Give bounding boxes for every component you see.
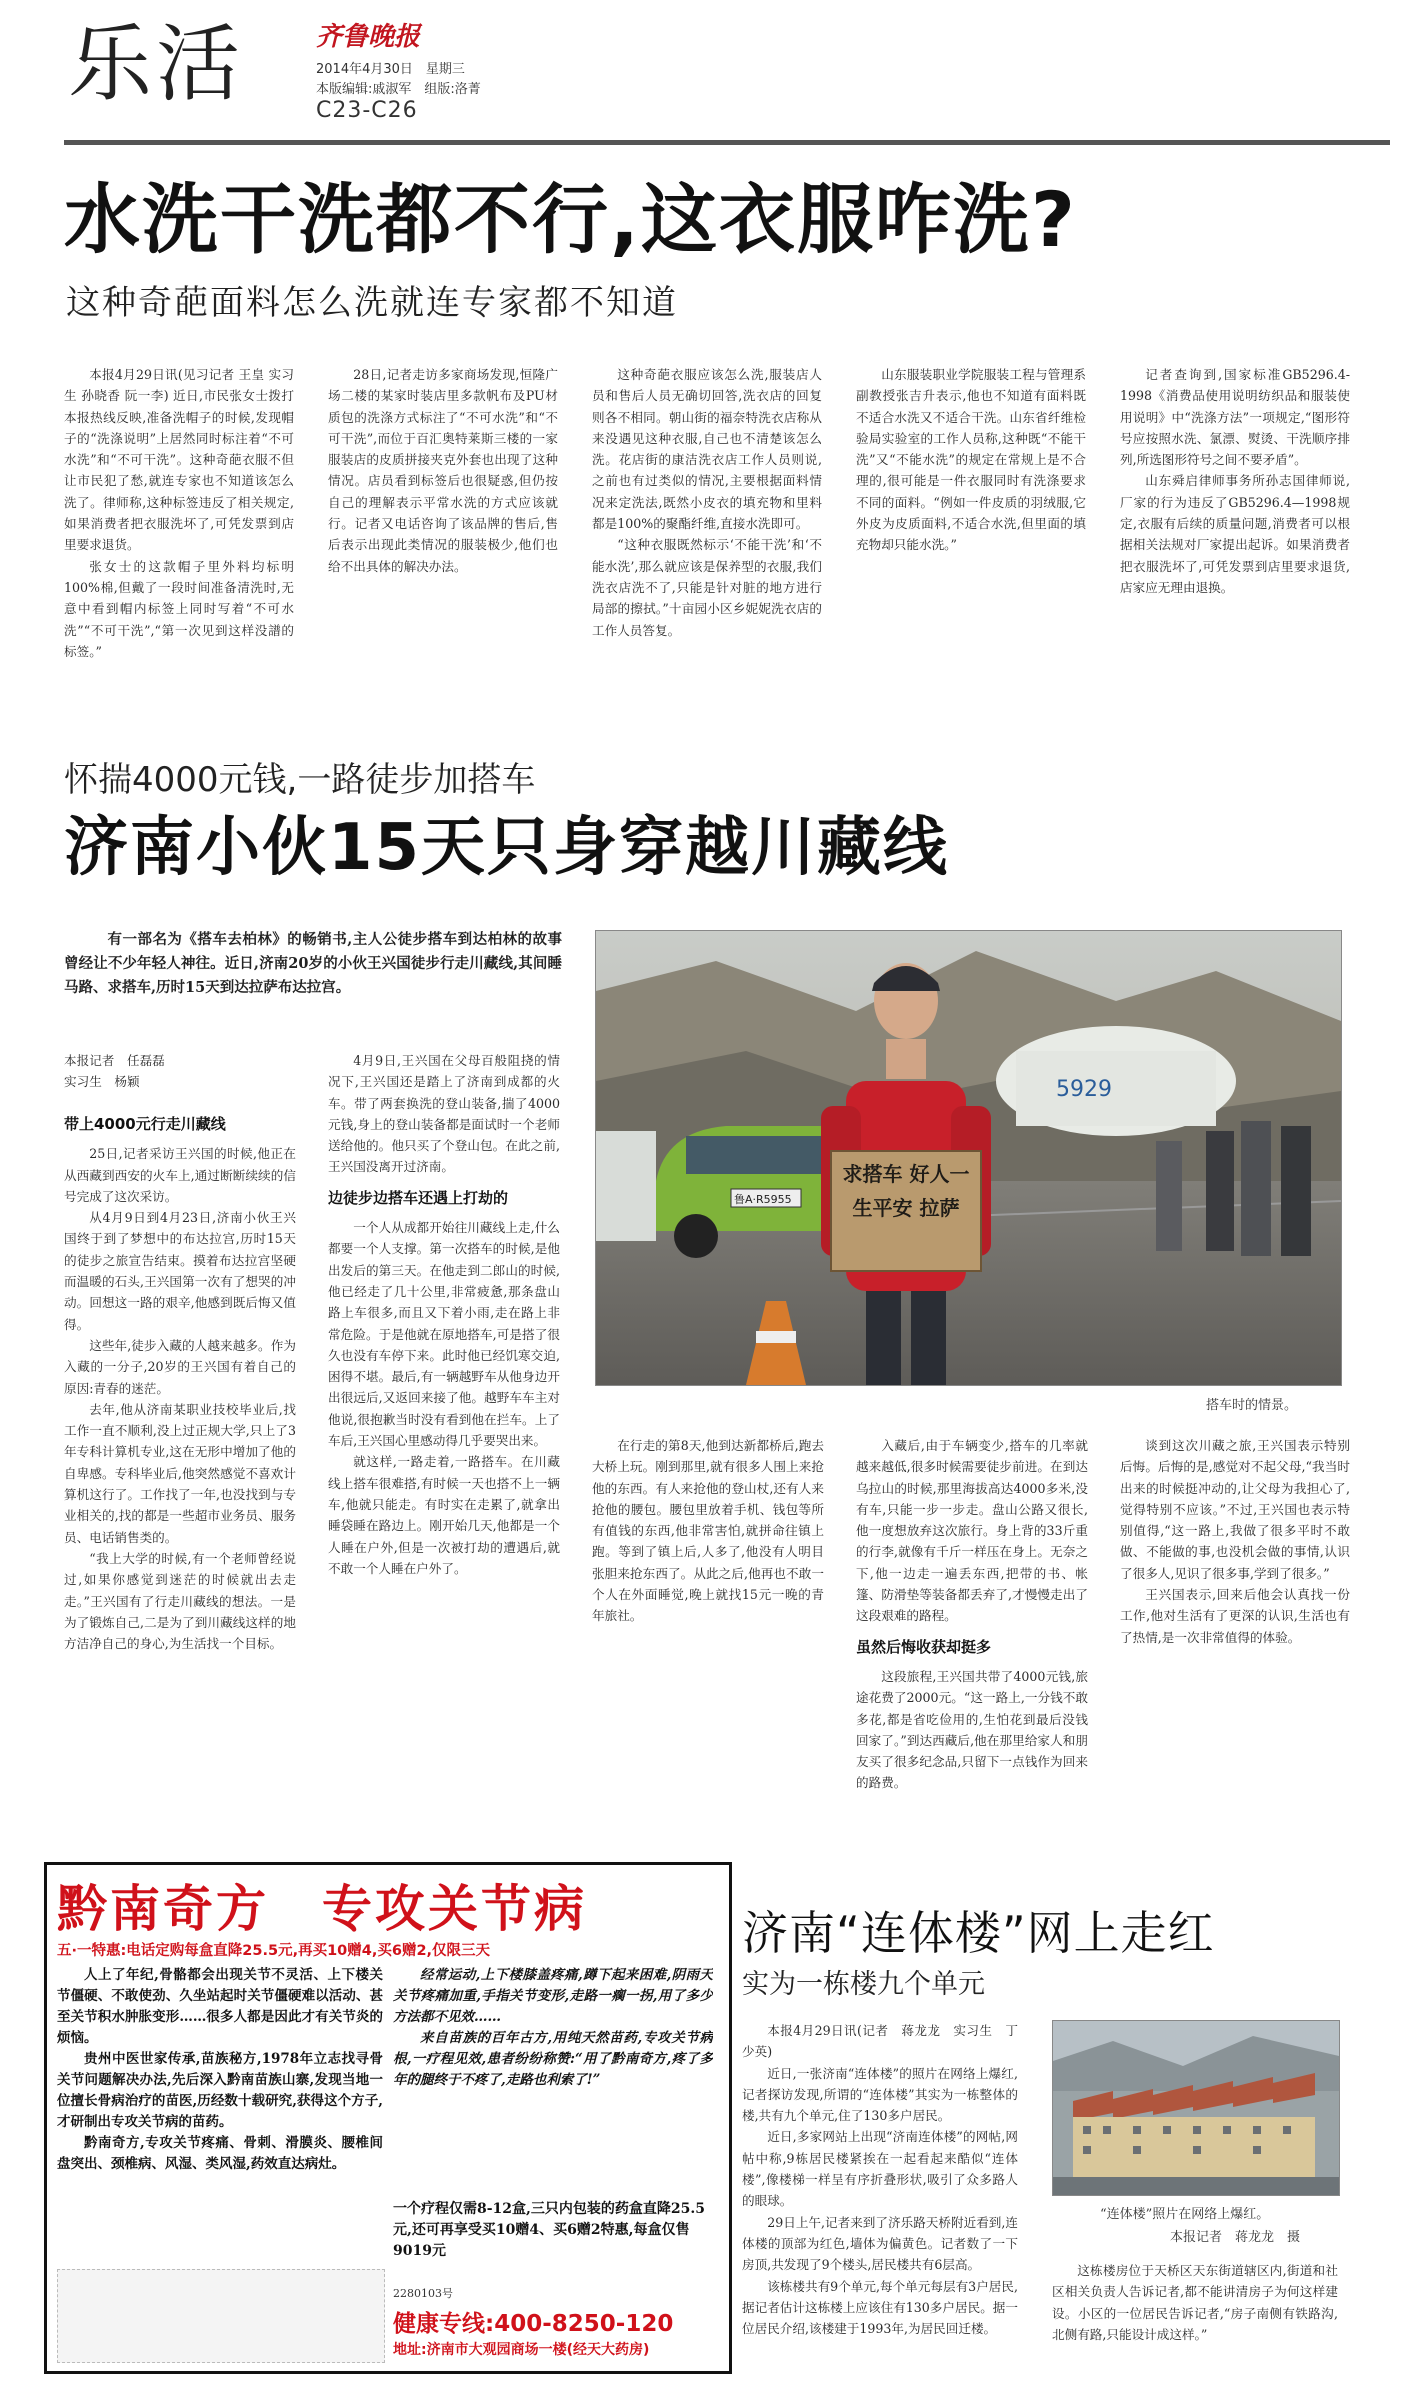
ad-promo: 五·一特惠:电话定购每盒直降25.5元,再买10赠4,买6赠2,仅限三天 bbox=[57, 1943, 491, 1959]
ad-title: 黔南奇方 专攻关节病 bbox=[57, 1880, 587, 1938]
ad-hotline-label: 健康专线: bbox=[393, 2311, 495, 2337]
article1-col2 bbox=[328, 364, 558, 682]
truck-text: 5929 bbox=[1056, 1077, 1112, 1102]
header-rule bbox=[64, 140, 1390, 145]
ad-paragraph: 经常运动,上下楼膝盖疼痛,蹲下起来困难,阴雨天关节疼痛加重,手指关节变形,走路一瘸一拐,用了多少方法都不见效…… bbox=[393, 1967, 713, 2025]
article3-paragraph: 近日,多家网站上出现“济南连体楼”的网帖,网帖中称,9栋居民楼紧挨在一起看起来酷似“连体楼”,像楼梯一样呈有序折叠形状,吸引了众多路人的眼球。 bbox=[742, 2129, 1018, 2209]
article2-col4 bbox=[856, 1435, 1088, 1844]
article3-col1 bbox=[742, 2020, 1018, 2370]
ad-hotline-number: 400-8250-120 bbox=[494, 2311, 674, 2337]
page-editors: 本版编辑:戚淑军 组版:洛菁 bbox=[316, 82, 481, 97]
article3-paragraph: 29日上午,记者来到了济乐路天桥附近看到,连体楼的顶部为红色,墙体为偏黄色。记者数了一下房顶,共发现了9个楼头,居民楼共有6层高。 bbox=[742, 2214, 1018, 2273]
ad-paragraph: 贵州中医世家传承,苗族秘方,1978年立志找寻骨关节问题解决办法,先后深入黔南苗族山寨,发现当地一位擅长骨病治疗的苗医,历经数十载研究,获得这个方子,才研制出专攻关节病的苗药。 bbox=[57, 2051, 383, 2130]
ad-address: 地址:济南市大观园商场一楼(经天大药房) bbox=[393, 2342, 650, 2358]
paper-logo: 齐鲁晚报 bbox=[316, 22, 421, 52]
car-plate-text: 鲁A·R5955 bbox=[734, 1193, 792, 1206]
advertisement bbox=[44, 1862, 732, 2374]
article2-subheading: 虽然后悔收获却挺多 bbox=[856, 1637, 992, 1656]
article2-paragraph: 入藏后,由于车辆变少,搭车的几率就越来越低,很多时候需要徒步前进。在到达乌拉山的时候,那里海拔高达4000多米,没有车,只能一步一步走。盘山公路又很长,他一度想放弃这次旅行。身上背的33斤重的行李,就像有千斤一样压在身上。无奈之下,他一边走一遍丢东西,把带的书、帐篷、防滑垫等装备都丢弃了,才慢慢走出了这段艰难的路程。 bbox=[856, 1438, 1088, 1624]
article2-paragraph: 这些年,徒步入藏的人越来越多。作为入藏的一分子,20岁的王兴国有着自己的原因:青春的迷茫。 bbox=[64, 1337, 296, 1396]
article1-paragraph: 山东舜启律师事务所孙志国律师说,厂家的行为违反了GB5296.4—1998规定,衣服有后续的质量问题,消费者可以根据相关法规对厂家提出起诉。如果消费者把衣服洗坏了,可凭发票到店里要求退货,店家应无理由退换。 bbox=[1120, 473, 1350, 595]
article1-col1 bbox=[64, 364, 294, 682]
article3-paragraph: 这栋楼房位于天桥区天东街道辖区内,街道和社区相关负责人告诉记者,都不能讲清房子为何这样建设。小区的一位居民告诉记者,“房子南侧有铁路沟,北侧有路,只能设计成这样。” bbox=[1052, 2263, 1338, 2342]
article2-paragraph: 谈到这次川藏之旅,王兴国表示特别后悔。后悔的是,感觉对不起父母,“我当时出来的时候挺冲动的,让父母为我担心了,觉得特别不应该。”不过,王兴国也表示特别值得,“这一路上,我做了很多平时不敢做、不能做的事,也没机会做的事情,认识了很多人,见识了很多事,学到了很多。” bbox=[1120, 1438, 1350, 1581]
section-title: 乐活 bbox=[68, 15, 245, 113]
article1-headline: 水洗干洗都不行,这衣服咋洗? bbox=[64, 175, 1077, 264]
article2-col1 bbox=[64, 1050, 296, 1844]
article1-col4 bbox=[856, 364, 1086, 682]
article2-col2 bbox=[328, 1050, 560, 1844]
article2-col3 bbox=[592, 1435, 824, 1844]
article1-paragraph: 张女士的这款帽子里外料均标明100%棉,但戴了一段时间准备清洗时,无意中看到帽内标签上同时写着“不可水洗”“不可干洗”,“第一次见到这样没譜的标签。” bbox=[64, 558, 294, 659]
article1-col5 bbox=[1120, 364, 1350, 682]
issue-date: 2014年4月30日 星期三 bbox=[316, 62, 465, 77]
article2-kicker: 怀揣4000元钱,一路徒步加搭车 bbox=[64, 760, 536, 800]
article2-col5 bbox=[1120, 1435, 1350, 1844]
article3-paragraph: 该栋楼共有9个单元,每个单元每层有3户居民,据记者估计这栋楼上应该住有130多户居民。据一位居民介绍,该楼建于1993年,为居民回迁楼。 bbox=[742, 2278, 1018, 2337]
ad-paragraph: 人上了年纪,骨骼都会出现关节不灵活、上下楼关节僵硬、不敢使劲、久坐站起时关节僵硬难以活动、甚至关节积水肿胀变形……很多人都是因此才有关节炎的烦恼。 bbox=[57, 1967, 383, 2046]
article1-col3 bbox=[592, 364, 822, 682]
ad-body bbox=[57, 1965, 383, 2261]
page-range: C23-C26 bbox=[316, 98, 418, 123]
article1-subhead: 这种奇葩面料怎么洗就连专家都不知道 bbox=[66, 283, 678, 323]
article3-photo-credit: 本报记者 蒋龙龙 摄 bbox=[1170, 2230, 1301, 2245]
article1-paragraph: 这种奇葩衣服应该怎么洗,服装店人员和售后人员无确切回答,洗衣店的回复则各不相同。朝山街的福奈特洗衣店称从来没遇见这种衣服,自己也不清楚该怎么洗。花店街的康洁洗衣店工作人员则说,之前也有过类似的情况,主要根据面料情况来定洗法,既然小皮衣的填充物和里料都是100%的聚酯纤维,直接水洗即可。 bbox=[592, 367, 822, 532]
ad-product-area bbox=[57, 2269, 385, 2363]
article1-paragraph: 28日,记者走访多家商场发现,恒隆广场二楼的某家时装店里多款帆布及PU材质包的洗涤方式标注了“不可水洗”和“不可干洗”,而位于百汇奥特莱斯三楼的一家服装店的皮质拼接夹克外套也出现了这种情况。店员看到标签后也很疑惑,但仍按自己的理解表示平常水洗的方式应该就行。记者又电话咨询了该品牌的售后,售后表示出现此类情况的服装极少,他们也给不出具体的解决办法。 bbox=[328, 367, 558, 574]
article2-paragraph: 从4月9日到4月23日,济南小伙王兴国终于到了梦想中的布达拉宫,历时15天的徒步之旅宣告结束。摸着布达拉宫坚硬而温暖的石头,王兴国第一次有了想哭的冲动。回想这一路的艰辛,他感到既后悔又值得。 bbox=[64, 1210, 296, 1332]
article3-byline: 本报4月29日讯(记者 蒋龙龙 实习生 丁少英) bbox=[742, 2023, 1018, 2060]
article3-headline: 济南“连体楼”网上走红 bbox=[742, 1906, 1215, 1960]
connected-building-image bbox=[1053, 2021, 1339, 2195]
article2-paragraph: 就这样,一路走着,一路搭车。在川藏线上搭车很难搭,有时候一天也搭不上一辆车,他就只能走。有时实在走累了,就拿出睡袋睡在路边上。刚开始几天,他都是一个人睡在户外,但是一次被打劫的遭遇后,就不敢一个人睡在户外了。 bbox=[328, 1454, 560, 1576]
article2-paragraph: 25日,记者采访王兴国的时候,他正在从西藏到西安的火车上,通过断断续续的信号完成了这次采访。 bbox=[64, 1146, 296, 1204]
article1-paragraph: 记者查询到,国家标准GB5296.4-1998《消费品使用说明纺织品和服装使用说明》中“洗涤方法”一项规定,“图形符号应按照水洗、氯漂、熨烫、干洗顺序排列,所选图形符号之间不要矛盾”。 bbox=[1120, 367, 1350, 468]
ad-hotline bbox=[393, 2305, 673, 2338]
article2-subheading: 带上4000元行走川藏线 bbox=[64, 1115, 226, 1133]
hitchhiker-photo bbox=[595, 930, 1342, 1386]
article2-paragraph: 4月9日,王兴国在父母百般阻挠的情况下,王兴国还是踏上了济南到成都的火车。带了两套换洗的登山装备,揣了4000元钱,身上的登山装备都是面试时一个老师送给他的。他只买了个登山包。在此之前,王兴国没离开过济南。 bbox=[328, 1053, 560, 1175]
article3-subhead: 实为一栋楼九个单元 bbox=[742, 1969, 985, 2000]
article2-subheading: 边徒步边搭车还遇上打劫的 bbox=[328, 1188, 509, 1207]
article2-paragraph: 这段旅程,王兴国共带了4000元钱,旅途花费了2000元。“这一路上,一分钱不敢多花,都是省吃俭用的,生怕花到最后没钱回家了。”到达西藏后,他在那里给家人和朋友买了很多纪念品,只留下一点钱作为回来的路费。 bbox=[856, 1668, 1088, 1791]
article2-paragraph: 一个人从成都开始往川藏线上走,什么都要一个人支撑。第一次搭车的时候,是他出发后的第三天。在他走到二郎山的时候,他已经走了几十公里,非常疲惫,那条盘山路上车很多,而且又下着小雨,走在路上非常危险。于是他就在原地搭车,可是搭了很久也没有车停下来。此时他已经饥寒交迫,困得不堪。最后,有一辆越野车从他身边开出很远后,又返回来接了他。越野车车主对他说,很抱歉当时没有看到他在拦车。上了车后,王兴国心里感动得几乎要哭出来。 bbox=[328, 1220, 560, 1449]
article1-paragraph: “这种衣服既然标示‘不能干洗’和‘不能水洗’,那么就应该是保养型的衣服,我们洗衣店洗不了,只能是针对脏的地方进行局部的擦拭。”十亩园小区乡妮妮洗衣店的工作人员答复。 bbox=[592, 537, 822, 638]
article3-col2 bbox=[1052, 2260, 1338, 2370]
article2-lead: 有一部名为《搭车去柏林》的畅销书,主人公徒步搭车到达柏林的故事曾经让不少年轻人神往。近日,济南20岁的小伙王兴国徒步行走川藏线,其间睡马路、求搭车,历时15天到达拉萨布达拉宫。 bbox=[64, 931, 562, 996]
article2-paragraph: 在行走的第8天,他到达新都桥后,跑去大桥上玩。刚到那里,就有很多人围上来抢他的东西。有人来抢他的登山杖,还有人来抢他的腰包。腰包里放着手机、钱包等所有值钱的东西,他非常害怕,就拼命往镇上跑。等到了镇上后,人多了,他没有人明目张胆来抢东西了。从此之后,他再也不敢一个人在外面睡觉,晚上就找15元一晚的青年旅社。 bbox=[592, 1438, 824, 1624]
article1-paragraph: 山东服装职业学院服装工程与管理系副教授张吉升表示,他也不知道有面料既不适合水洗又不适合干洗。山东省纤维检验局实验室的工作人员称,这种既“不能干洗”又“不能水洗”的规定在常规上是不合理的,很可能是一件衣服同时有洗涤要求不同的面料。“例如一件皮质的羽绒服,它外皮为皮质面料,不适合水洗,但里面的填充物却只能水洗。” bbox=[856, 367, 1086, 553]
article2-paragraph: “我上大学的时候,有一个老师曾经说过,如果你感觉到迷茫的时候就出去走走。”王兴国有了行走川藏线的想法。一是为了锻炼自己,二是为了到川藏线这样的地方洁净自己的身心,为生活找一个目标。 bbox=[64, 1550, 296, 1652]
hitchhiker-photo-image bbox=[596, 931, 1341, 1385]
article3-paragraph: 近日,一张济南“连体楼”的照片在网络上爆红,记者探访发现,所谓的“连体楼”其实为一栋整体的楼,共有九个单元,住了130多户居民。 bbox=[742, 2065, 1018, 2124]
article2-headline: 济南小伙15天只身穿越川藏线 bbox=[64, 811, 950, 885]
article2-paragraph: 王兴国表示,回来后他会认真找一份工作,他对生活有了更深的认识,生活也有了热情,是一次非常值得的体验。 bbox=[1120, 1587, 1350, 1645]
article2-byline1: 本报记者 任磊磊 bbox=[64, 1053, 165, 1068]
article1-paragraph: 本报4月29日讯(见习记者 王皇 实习生 孙晓香 阮一李) 近日,市民张女士拨打本报热线反映,准备洗帽子的时候,发现帽子的“洗涤说明”上居然同时标注着“不可水洗”和“不可干洗”。这种奇葩衣服不但让市民犯了愁,就连专家也不知道该怎么洗了。律师称,这种标签违反了相关规定,如果消费者把衣服洗坏了,可凭发票到店里要求退货。 bbox=[64, 367, 294, 553]
ad-paragraph: 来自苗族的百年古方,用纯天然苗药,专攻关节病根,一疗程见效,患者纷纷称赞:“用了黔南奇方,疼了多年的腿终于不疼了,走路也利索了!” bbox=[393, 2030, 713, 2088]
article2-paragraph: 去年,他从济南某职业技校毕业后,找工作一直不顺利,没上过正规大学,只上了3年专科计算机专业,这在无形中增加了他的自卑感。专科毕业后,他突然感觉不喜欢计算机这行了。工作找了一年,也没找到与专业相关的,找的都是一些超市业务员、服务员、电话销售类的。 bbox=[64, 1401, 296, 1545]
article2-byline2: 实习生 杨颖 bbox=[64, 1074, 140, 1089]
ad-price: 一个疗程仅需8-12盒,三只内包装的药盒直降25.5元,还可再享受买10赠4、买6赠2特惠,每盒仅售9019元 bbox=[393, 2201, 706, 2259]
ad-right-column bbox=[393, 1965, 713, 2195]
ad-code: 2280103号 bbox=[393, 2287, 453, 2300]
photo-caption: 搭车时的情景。 bbox=[1206, 1398, 1298, 1413]
cardboard-sign-text: 求搭车 好人一生平安 拉萨 bbox=[842, 1162, 970, 1220]
article3-photo-caption: “连体楼”照片在网络上爆红。 bbox=[1100, 2207, 1270, 2222]
connected-building-photo bbox=[1052, 2020, 1340, 2196]
ad-paragraph: 黔南奇方,专攻关节疼痛、骨刺、滑膜炎、腰椎间盘突出、颈椎病、风湿、类风湿,药效直达病灶。 bbox=[57, 2135, 383, 2172]
